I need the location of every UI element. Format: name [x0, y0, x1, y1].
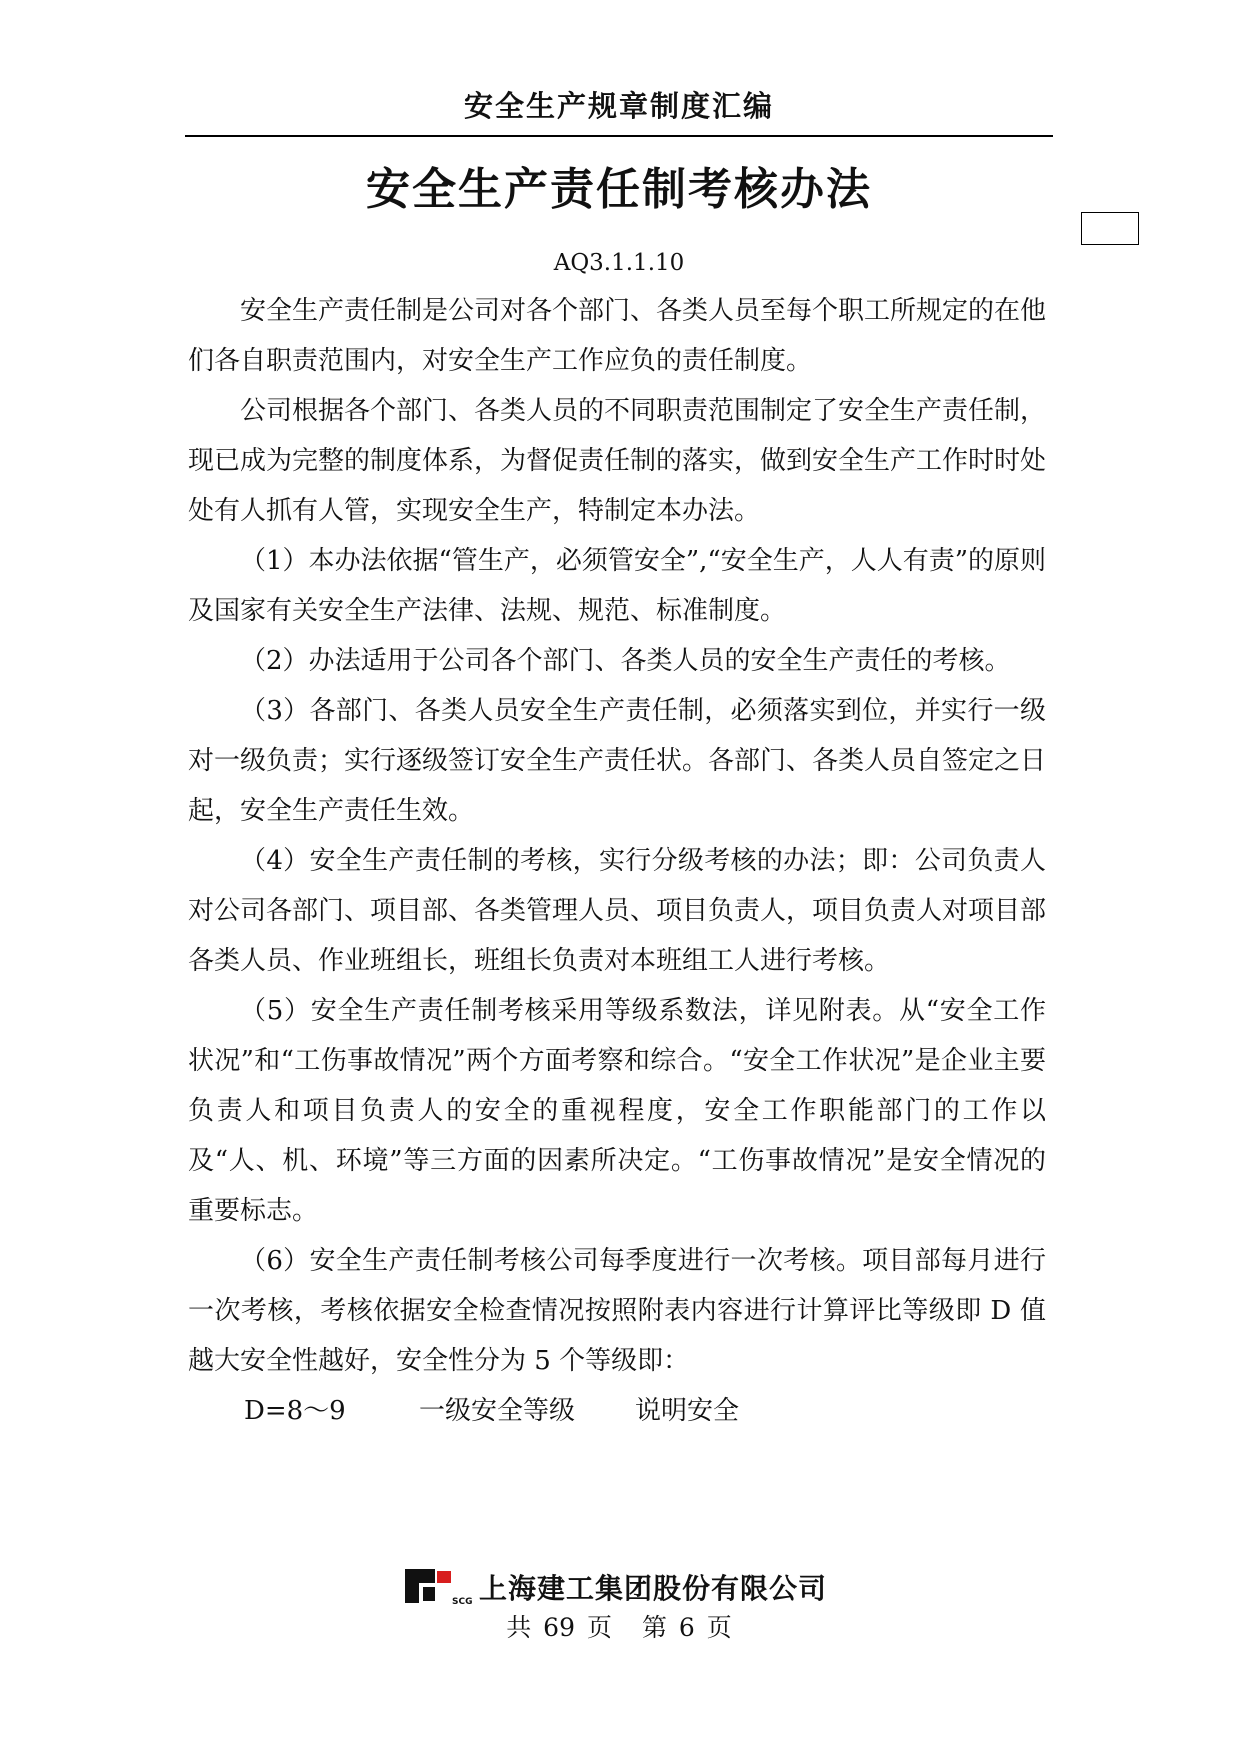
total-pages: 共 69 页: [506, 1613, 612, 1642]
page-counter: [185, 1608, 1053, 1644]
paragraph: （5）安全生产责任制考核采用等级系数法，详见附表。从“安全工作状况”和“工伤事故情况”两个方面考察和综合。“安全工作状况”是企业主要负责人和项目负责人的安全的重视程度，安全工作职能部门的工作以及“人、机、环境”等三方面的因素所决定。“工伤事故情况”是安全情况的重要标志。: [188, 996, 1046, 1226]
grade-d-range: D=8～9: [244, 1396, 346, 1426]
paragraph: 公司根据各个部门、各类人员的不同职责范围制定了安全生产责任制，现已成为完整的制度体系，为督促责任制的落实，做到安全生产工作时时处处有人抓有人管，实现安全生产，特制定本办法。: [188, 396, 1047, 526]
paragraph: （4）安全生产责任制的考核，实行分级考核的办法；即：公司负责人对公司各部门、项目部、各类管理人员、项目负责人，项目负责人对项目部各类人员、作业班组长，班组长负责对本班组工人进行考核。: [188, 846, 1047, 976]
paragraph: （1）本办法依据“管生产，必须管安全”,“安全生产，人人有责”的原则及国家有关安全生产法律、法规、规范、标准制度。: [188, 546, 1046, 626]
document-body: [188, 286, 1046, 1436]
paragraph: （6）安全生产责任制考核公司每季度进行一次考核。项目部每月进行一次考核，考核依据安全检查情况按照附表内容进行计算评比等级即 D 值越大安全性越好，安全性分为 5 个等级即：: [188, 1246, 1046, 1376]
blank-box: [1081, 212, 1139, 245]
running-header: 安全生产规章制度汇编: [185, 84, 1053, 137]
company-name: 上海建工集团股份有限公司: [479, 1572, 828, 1605]
document-title: 安全生产责任制考核办法: [366, 164, 872, 215]
company-logo-icon: [405, 1567, 473, 1607]
paragraph: （2）办法适用于公司各个部门、各类人员的安全生产责任的考核。: [240, 646, 1011, 676]
grade-level: 一级安全等级: [419, 1396, 576, 1426]
company-footer: [405, 1564, 827, 1610]
paragraph: （3）各部门、各类人员安全生产责任制，必须落实到位，并实行一级对一级负责；实行逐级签订安全生产责任状。各部门、各类人员自签定之日起，安全生产责任生效。: [188, 696, 1047, 826]
current-page: 第 6 页: [641, 1613, 732, 1642]
document-code: AQ3.1.1.10: [553, 250, 685, 276]
grade-meaning: 说明安全: [635, 1396, 740, 1426]
svg-text:SCG: SCG: [452, 1597, 473, 1607]
paragraph: 安全生产责任制是公司对各个部门、各类人员至每个职工所规定的在他们各自职责范围内，对安全生产工作应负的责任制度。: [188, 296, 1047, 376]
grade-line: [188, 1386, 1046, 1436]
